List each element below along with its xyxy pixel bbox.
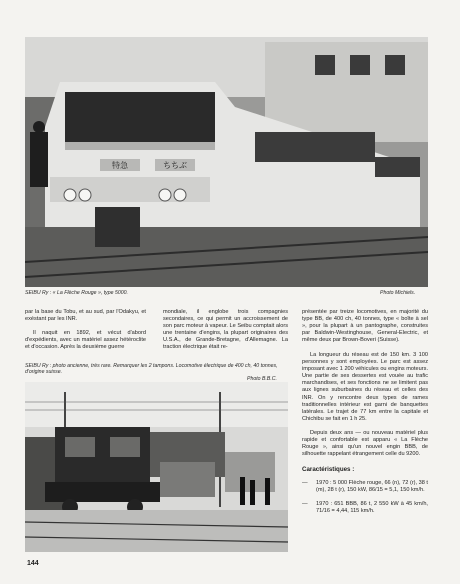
- photo-bottom-credit: Photo B.B.C.: [247, 376, 277, 382]
- photo-old-locomotive: [25, 382, 288, 552]
- train-sign-text: 特急: [112, 161, 128, 170]
- photo-top-caption: SEIBU Ry : « La Flèche Rouge », type 5000.: [25, 290, 128, 296]
- paragraph: par la base du Tobu, et au sud, par l'Odakyu, et exéstant par les INR.: [25, 309, 146, 323]
- paragraph: Il naquit en 1892, et vécut d'abord d'expédients, avec un matériel assez hétéroclite et d'occasion. Après la deuxième guerre: [25, 330, 146, 351]
- train-name-text: ちちぶ: [163, 161, 187, 170]
- text-column-left: [25, 309, 146, 351]
- paragraph: Depuis deux ans — ou nouveau matériel plus rapide et confortable est apparu « La Flèche Rouge », ainsi qu'un nouvel engin BBB, de silhouette rappelant étrangement celle du 9200.: [302, 429, 428, 457]
- text-column-middle: [163, 309, 288, 351]
- page-number: 144: [27, 560, 39, 567]
- spec-item: — 1970 : 651 BBB, 86 t, 2 550 kW à 45 km/h, 71/16 = 4,44, 115 km/h.: [302, 501, 428, 515]
- paragraph: mondiale, il englobe trois compagnies secondaires, ce qui permit un accroissement de son parc moteur à vapeur. Le Seibu comptait alors une trentaine d'engins, la plupart originaires des U.S.A., de Grande-Bretagne, d'Allemagne. La traction électrique était re-: [163, 309, 288, 351]
- photo-red-arrow-train: [25, 37, 428, 287]
- spec-item: — 1970 : 5 000 Flèche rouge, 66 (n), 72 (r), 38 t (m), 28 t (r), 150 kW, 86/15 = 5,1, 150 km/h.: [302, 480, 428, 494]
- paragraph: La longueur du réseau est de 150 km. 3 100 personnes y sont employées. Le parc est assez imposant avec 1 200 véhicules ou engins moteurs. Une partie de ses dessertes est vouée au trafic marchandises, et ses fonctions ne se limitent pas aux lignes suburbaines du réseau et celles des INR. On y rencontre deux types de rames traditionnelles intérieur est garni de banquettes latérales. Le trajet de 77 km entre la capitale et Chichibu se fait en 1 h 25.: [302, 352, 428, 422]
- paragraph: présentée par treize locomotives, en majorité du type BB, de 400 ch, 40 tonnes, type « boîte à sel », pour la plupart à un pantographe, construites par Baldwin-Westinghouse, General-Electric, et même deux par Brown-Boveri (Suisse).: [302, 309, 428, 344]
- section-heading: Caractéristiques :: [302, 465, 355, 473]
- text-column-right: [302, 309, 428, 515]
- photo-top-credit: Photo Michiels.: [380, 290, 416, 296]
- photo-bottom-caption: SEIBU Ry : photo ancienne, très rare. Remarquer les 2 tampons. Locomotive électrique de 400 ch, 40 tonnes, d'origine suisse.: [25, 363, 278, 376]
